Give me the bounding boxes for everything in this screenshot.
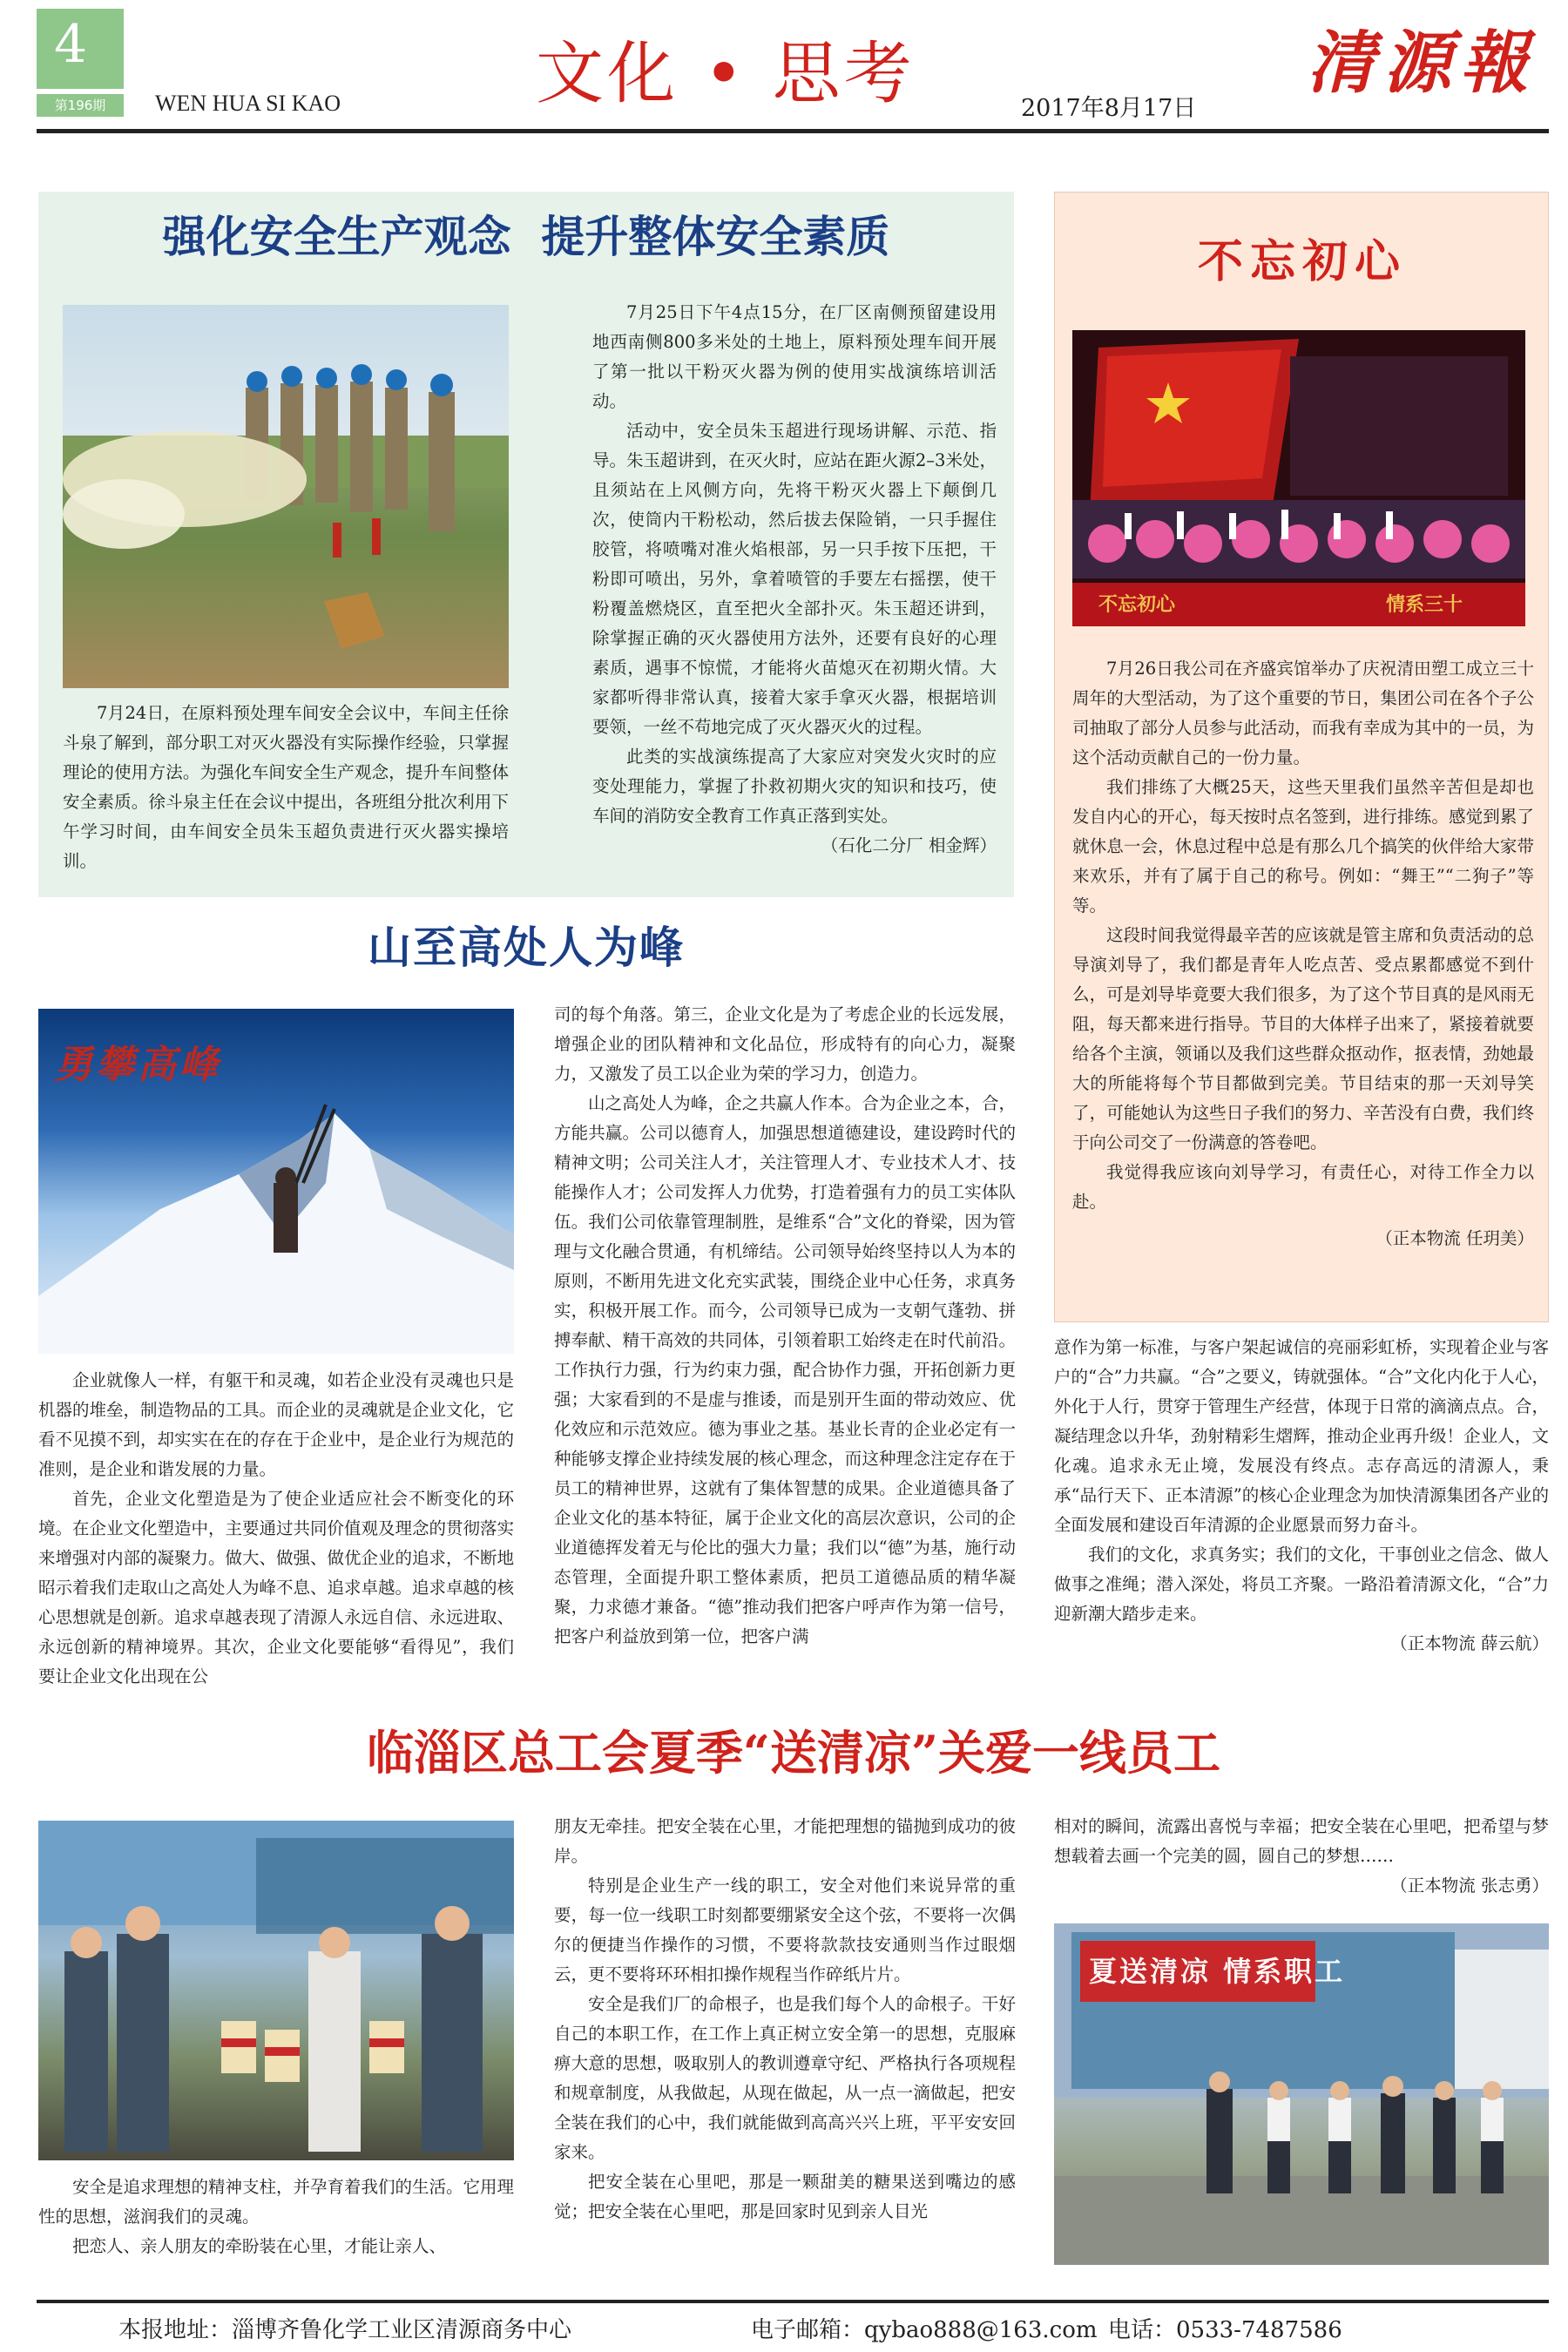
footer-rule: [37, 2300, 1549, 2303]
article-culture-col2: 司的每个角落。第三，企业文化是为了考虑企业的长远发展，增强企业的团队精神和文化品位，形成特有的向心力，凝聚力，又激发了员工以企业为荣的学习力，创造力。 山之高处人为峰，企之共赢人作本。合为企业之本，合，方能共赢。公司以德育人，加强思想道德建设，建设跨时代的精神文明；公司关注人才，关注管理人才、专业技术人才、技能操作人才；公司发挥人力优势，打造着强有力的员工实体队伍。我们公司依靠管理制胜，是维系“合”文化的脊梁，因为管理与文化融合贯通，有机缔结。公司领导始终坚持以人为本的原则，不断用先进文化充实武装，围绕企业中心任务，求真务实，积极开展工作。而今，公司领导已成为一支朝气蓬勃、拼搏奉献、精干高效的共同体，引领着职工始终走在时代前沿。工作执行力强，行为约束力强，配合协作力强，开拓创新力更强；大家看到的不是虚与推诿，而是别开生面的带动效应、优化效应和示范效应。德为事业之基。基业长青的企业必定有一种能够支撑企业持续发展的核心理念，而这种理念注定存在于员工的精神世界，这就有了集体智慧的成果。企业道德具备了企业文化的基本特征，属于企业文化的高层次意识，公司的企业道德挥发着无与伦比的强大力量；我们以“德”为基，施行动态管理，全面提升职工整体素质，把员工道德品质的精华凝聚，力求德才兼备。“德”推动我们把客户呼声作为第一信号，把客户利益放到第一位，把客户满: [554, 1004, 1016, 1646]
article-cooling-col3: 相对的瞬间，流露出喜悦与幸福；把安全装在心里吧，把希望与梦想载着去画一个完美的圆，圆自己的梦想…… （正本物流 张志勇）: [1054, 1812, 1549, 1901]
page-number: 4: [54, 14, 88, 75]
masthead-rule: [37, 129, 1549, 133]
page-number-box: [37, 9, 124, 89]
article-culture-title: 山至高处人为峰: [368, 922, 685, 973]
gift-handover-illustration: [38, 1821, 514, 2160]
footer-email: 电子邮箱：qybao888@163.com: [751, 2317, 1098, 2343]
article-chuxin-signature: （正本物流 任玥美）: [1375, 1228, 1534, 1248]
article-cooling-signature: （正本物流 张志勇）: [1390, 1876, 1549, 1896]
article-cooling-title: 临淄区总工会夏季“送清凉”关爱一线员工: [366, 1725, 1221, 1781]
gift-handover-photo: [38, 1821, 514, 2160]
article-safety-signature: （石化二分厂 相金辉）: [821, 835, 997, 855]
stage-illustration: [1072, 330, 1525, 626]
fire-drill-photo: [63, 305, 509, 688]
article-safety-title: 强化安全生产观念 提升整体安全素质: [162, 211, 890, 262]
article-chuxin-body: 7月26日我公司在齐盛宾馆举办了庆祝清田塑工成立三十周年的大型活动，为了这个重要的节日，集团公司在各个子公司抽取了部分人员参与此活动，而我有幸成为其中的一员，为这个活动贡献自己的一份力量。 我们排练了大概25天，这些天里我们虽然辛苦但是却也发自内心的开心，每天按时点名签到，进行排练。感觉到累了就休息一会，休息过程中总是有那么几个搞笑的伙伴给大家带来欢乐，并有了属于自己的称号。例如：“舞王”“二狗子”等等。 这段时间我觉得最辛苦的应该就是管主席和负责活动的总导演刘导了，我们都是青年人吃点苦、受点累都感觉不到什么，可是刘导毕竟要大我们很多，为了这个节目真的是风雨无阻，每天都来进行指导。节目的大体样子出来了，紧接着就要给各个主演，领诵以及我们这些群众抠动作，抠表情，劲她最大的所能将每个节目都做到完美。节目结束的那一天刘导笑了，可能她认为这些日子我们的努力、辛苦没有白费，我们终于向公司交了一份满意的答卷吧。 我觉得我应该向刘导学习，有责任心，对待工作全力以赴。 （正本物流 任玥美）: [1072, 654, 1534, 1254]
cooling-banner-text: 夏送清凉 情系职工: [1089, 1955, 1346, 1988]
article-chuxin-title: 不忘初心: [1197, 235, 1407, 288]
article-chuxin-panel: [1054, 192, 1549, 1322]
article-culture-col3: 意作为第一标准，与客户架起诚信的亮丽彩虹桥，实现着企业与客户的“合”力共赢。“合”之要义，铸就强体。“合”文化内化于人心，外化于人行，贯穿于管理生产经营，体现于日常的滴滴点点。合，凝结理念以升华，劲射精彩生熠辉，推动企业再升级！企业人，文化魂。追求永无止境，发展没有终点。志存高远的清源人，秉承“品行天下、正本清源”的核心企业理念为加快清源集团各产业的全面发展和建设百年清源的企业愿景而努力奋斗。 我们的文化，求真务实；我们的文化，干事创业之信念、做人做事之准绳；潜入深处，将员工齐聚。一路沿着清源文化，“合”力迎新潮大踏步走来。 （正本物流 薛云航）: [1054, 1333, 1549, 1659]
stage-performance-photo: [1072, 330, 1525, 626]
stage-banner-right: 情系三十: [1386, 594, 1463, 616]
article-culture-signature: （正本物流 薛云航）: [1390, 1633, 1549, 1653]
article-safety-panel: [38, 192, 1014, 897]
section-title: 文化 • 思考: [536, 35, 916, 113]
footer-phone: 电话：0533-7487586: [1108, 2317, 1342, 2343]
issue-date: 2017年8月17日: [1021, 95, 1197, 122]
section-pinyin: WEN HUA SI KAO: [155, 91, 341, 116]
issue-number: 第196期: [37, 94, 124, 117]
cooling-event-photo: [1054, 1923, 1549, 2265]
footer-address: 本报地址：淄博齐鲁化学工业区清源商务中心: [118, 2317, 572, 2343]
article-cooling-col2: 朋友无牵挂。把安全装在心里，才能把理想的锚抛到成功的彼岸。 特别是企业生产一线的职工，安全对他们来说异常的重要，每一位一线职工时刻都要绷紧安全这个弦，不要将一次偶尔的便捷当作操作的习惯，不要将款款技安通则当作过眼烟云，更不要将环环相扣操作规程当作碎纸片片。 安全是我们厂的命根子，也是我们每个人的命根子。干好自己的本职工作，在工作上真正树立安全第一的思想，克服麻痹大意的思想，吸取别人的教训遵章守纪、严格执行各项规程和规章制度，从我做起，从现在做起，从一点一滴做起，把安全装在我们的心中，我们就能做到高高兴兴上班，平平安安回家来。 把安全装在心里吧，那是一颗甜美的糖果送到嘴边的感觉；把安全装在心里吧，那是回家时见到亲人目光: [554, 1816, 1016, 2221]
article-culture-col1: 企业就像人一样，有躯干和灵魂，如若企业没有灵魂也只是机器的堆垒，制造物品的工具。而企业的灵魂就是企业文化，它看不见摸不到，却实实在在的存在于企业中，是企业行为规范的准则，是企业和谐发展的力量。 首先，企业文化塑造是为了使企业适应社会不断变化的环境。在企业文化塑造中，主要通过共同价值观及理念的贯彻落实来增强对内部的凝聚力。做大、做强、做优企业的追求，不断地昭示着我们走取山之高处人为峰不息、追求卓越。追求卓越的核心思想就是创新。追求卓越表现了清源人永远自信、永远进取、永远创新的精神境界。其次，企业文化要能够“看得见”，我们要让企业文化出现在公: [38, 1370, 515, 1686]
article-cooling-col1: 安全是追求理想的精神支柱，并孕育着我们的生活。它用理性的思想，滋润我们的灵魂。 把恋人、亲人朋友的牵盼装在心里，才能让亲人、: [38, 2177, 515, 2256]
stage-banner-left: 不忘初心: [1098, 594, 1176, 616]
mountain-photo-title: 勇攀高峰: [54, 1043, 221, 1087]
fire-drill-caption: 7月24日，在原料预处理车间安全会议中，车间主任徐斗泉了解到，部分职工对灭火器没有实际操作经验，只掌握理论的使用方法。为强化车间安全生产观念，提升车间整体安全素质。徐斗泉主任在会议中提出，各班组分批次利用下午学习时间，由车间安全员朱玉超负责进行灭火器实操培训。: [63, 703, 509, 871]
fire-drill-illustration: [63, 305, 509, 688]
article-safety-body: 7月25日下午4点15分，在厂区南侧预留建设用地西南侧800多米处的土地上，原料预处理车间开展了第一批以干粉灭火器为例的使用实战演练培训活动。 活动中，安全员朱玉超进行现场讲解、示范、指导。朱玉超讲到，在灭火时，应站在距火源2–3米处，且须站在上风侧方向，先将干粉灭火器上下颠倒几次，使筒内干粉松动，然后拔去保险销，一只手握住胶管，将喷嘴对准火焰根部，另一只手按下压把，干粉即可喷出，另外，拿着喷管的手要左右摇摆，使干粉覆盖燃烧区，直至把火全部扑灭。朱玉超还讲到，除掌握正确的灭火器使用方法外，还要有良好的心理素质，遇事不惊慌，才能将火苗熄灭在初期火情。大家都听得非常认真，接着大家手拿灭火器，根据培训要领，一丝不苟地完成了灭火器灭火的过程。 此类的实战演练提高了大家应对突发火灾时的应变处理能力，掌握了扑救初期火灾的知识和技巧，使车间的消防安全教育工作真正落到实处。 （石化二分厂 相金辉）: [592, 298, 997, 861]
masthead: [0, 0, 1568, 139]
mountain-climber-photo: [38, 1009, 514, 1354]
paper-logo: 清源報: [1307, 24, 1538, 103]
